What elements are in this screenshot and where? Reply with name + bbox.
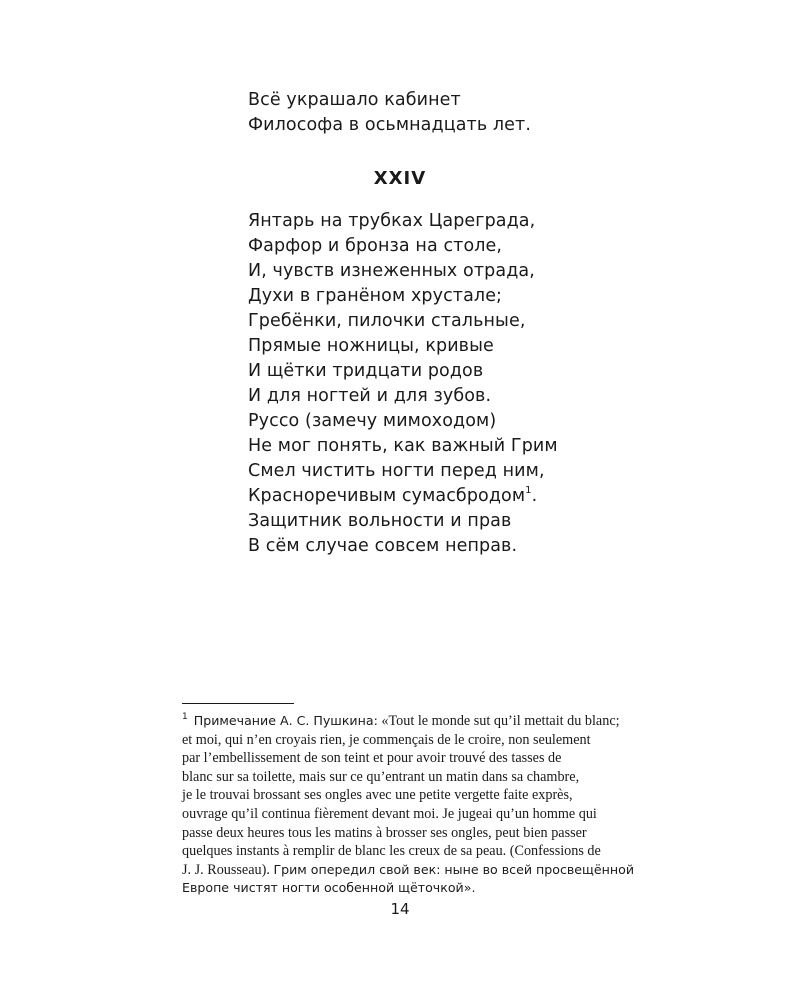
footnote-french-line: blanc sur sa toilette, mais sur ce qu’entrant un matin dans sa chambre, [182,768,580,785]
footnote-french-line: je le trouvai brossant ses ongles avec une petite vergette faite exprès, [182,787,573,804]
verse-line: Прямые ножницы, кривые [248,336,494,356]
verse-line: Руссо (замечу мимоходом) [248,411,497,431]
footnote-label: Примечание А. С. Пушкина: [193,713,378,728]
footnote-french-line: et moi, qui n’en croyais rien, je commençais de le croire, non seulement [182,731,591,748]
verse-line: Философа в осьмнадцать лет. [248,115,532,135]
footnote-line [182,861,657,880]
verse-line: В сём случае совсем неправ. [248,536,518,556]
footnote-french-line: «Tout le monde sut qu’il mettait du blanc; [381,713,620,729]
footnote-french-line: passe deux heures tous les matins à brosser ses ongles, peut bien passer [182,824,587,841]
verse-line: Янтарь на трубках Цареграда, [248,211,536,231]
footnote-reference[interactable]: 1 [525,485,532,497]
verse-continuation [248,88,531,138]
footnote-russian-text: Европе чистят ногти особенной щёточкой». [182,880,476,896]
footnote-number: 1 [182,712,188,723]
verse-line: И для ногтей и для зубов. [248,386,492,406]
page-number: 14 [390,900,410,918]
verse-line: Всё украшало кабинет [248,90,461,110]
footnote-divider [182,703,294,704]
verse-line-with-footnote [248,484,558,509]
verse-line: Духи в гранёном хрустале; [248,286,503,306]
verse-line: Смел чистить ногти перед ним, [248,461,545,481]
stanza-heading: XXIV [373,168,427,189]
footnote-russian-text: Грим опередил свой век: ныне во всей просвещённой [273,861,635,877]
verse-line-text: Красноречивым сумасбродом [248,486,526,506]
verse-line: И, чувств изнеженных отрада, [248,261,535,281]
verse-line: Фарфор и бронза на столе, [248,236,503,256]
footnote-french-line: par l’embellissement de son teint et pour avoir trouvé des tasses de [182,750,562,767]
verse-line: Не мог понять, как важный Грим [248,436,558,456]
footnote-french-line: ouvrage qu’il continua fièrement devant moi. Je jugeai qu’un homme qui [182,805,597,822]
verse-line: И щётки тридцати родов [248,361,484,381]
verse-line-punctuation: . [531,486,538,506]
footnote-french-line: J. J. Rousseau). [182,861,270,878]
verse-line: Гребёнки, пилочки стальные, [248,311,526,331]
footnote [182,712,657,898]
verse-line: Защитник вольности и прав [248,511,512,531]
stanza-verse [248,209,558,559]
footnote-line [182,712,657,731]
footnote-french-line: quelques instants à remplir de blanc les creux de sa peau. (Confessions de [182,843,601,860]
